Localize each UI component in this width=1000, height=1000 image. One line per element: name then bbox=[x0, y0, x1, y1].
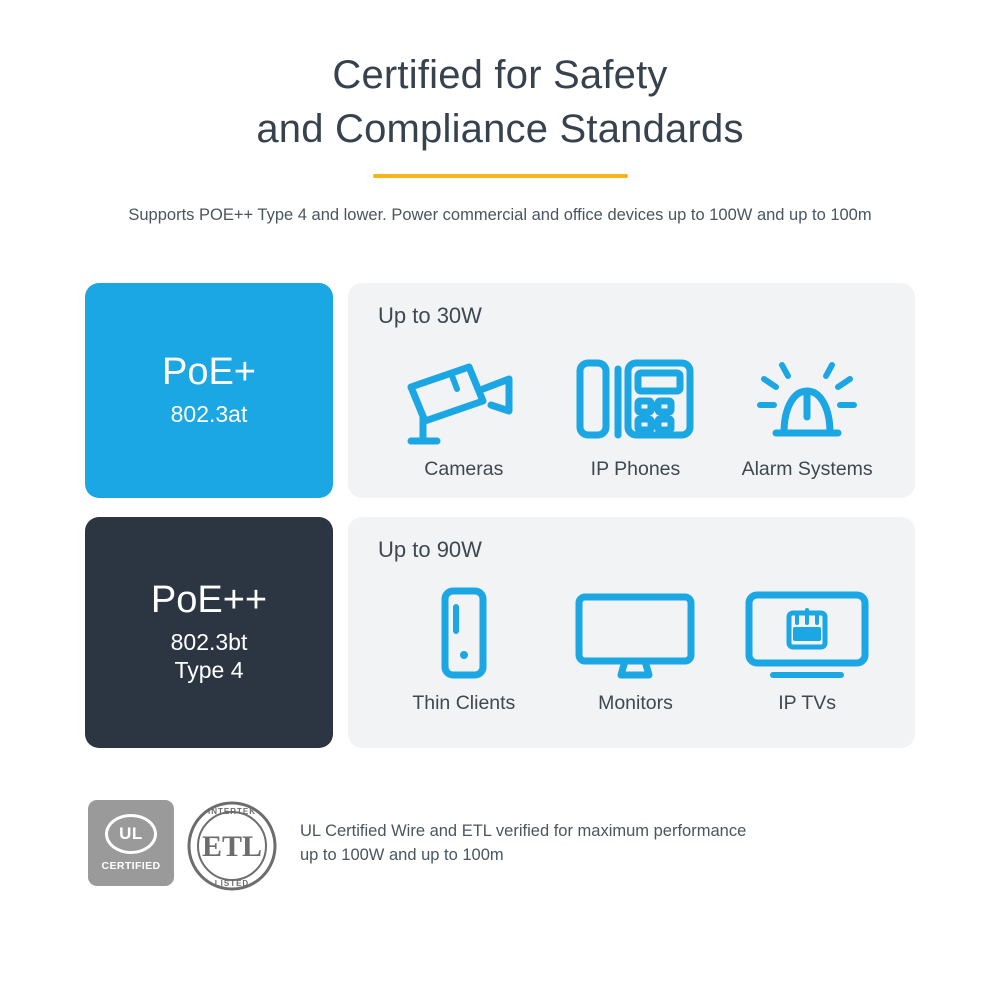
monitor-icon bbox=[565, 578, 705, 688]
etl-monogram: ETL bbox=[201, 830, 263, 863]
poe-plus-panel bbox=[348, 283, 915, 498]
device-label-monitors: Monitors bbox=[598, 692, 673, 714]
etl-listed-mark bbox=[186, 800, 278, 892]
poe-plusplus-badge-type: Type 4 bbox=[174, 657, 244, 684]
poe-plusplus-panel bbox=[348, 517, 915, 748]
device-item-ip-phones bbox=[551, 344, 721, 481]
poe-plusplus-row bbox=[85, 517, 915, 748]
certification-text-line2: up to 100W and up to 100m bbox=[300, 845, 504, 864]
device-label-ip-phones: IP Phones bbox=[590, 458, 681, 480]
title-underline-rule bbox=[373, 174, 628, 178]
poe-plus-row bbox=[85, 283, 915, 498]
poe-plusplus-badge-standard: 802.3bt bbox=[170, 628, 248, 655]
poe-plus-badge-standard: 802.3at bbox=[170, 401, 248, 428]
ip-tv-icon bbox=[737, 578, 877, 688]
poe-plusplus-power-label: Up to 90W bbox=[378, 537, 482, 562]
thin-client-icon bbox=[399, 578, 529, 688]
device-item-thin-clients bbox=[379, 578, 549, 715]
device-item-cameras bbox=[379, 344, 549, 481]
ul-caption: CERTIFIED bbox=[101, 860, 161, 872]
poe-plus-power-label: Up to 30W bbox=[378, 303, 482, 328]
poe-rows bbox=[85, 283, 915, 767]
header bbox=[0, 0, 1000, 225]
page-subtitle: Supports POE++ Type 4 and lower. Power commercial and office devices up to 100W and up to 100m bbox=[128, 206, 872, 224]
alarm-icon bbox=[742, 344, 872, 454]
device-label-cameras: Cameras bbox=[424, 458, 504, 480]
device-label-thin-clients: Thin Clients bbox=[412, 692, 516, 714]
ip-phone-icon bbox=[570, 344, 700, 454]
poe-plus-badge-title: PoE+ bbox=[161, 351, 257, 394]
device-item-ip-tvs bbox=[722, 578, 892, 715]
poe-plusplus-badge bbox=[85, 517, 333, 748]
poe-plus-device-list bbox=[378, 331, 893, 481]
etl-top-text: INTERTEK bbox=[208, 807, 256, 816]
poe-plus-badge bbox=[85, 283, 333, 498]
device-item-monitors bbox=[551, 578, 721, 715]
camera-icon bbox=[399, 344, 529, 454]
page-title-line1: Certified for Safety bbox=[332, 53, 668, 97]
ul-monogram: UL bbox=[105, 814, 157, 854]
ul-certified-mark bbox=[88, 800, 174, 886]
device-label-ip-tvs: IP TVs bbox=[778, 692, 837, 714]
etl-bottom-text: LISTED bbox=[214, 879, 250, 888]
device-label-alarm-systems: Alarm Systems bbox=[741, 458, 873, 480]
certification-text-line1: UL Certified Wire and ETL verified for maximum performance bbox=[300, 822, 747, 840]
certification-text bbox=[300, 820, 746, 868]
page-title-line2: and Compliance Standards bbox=[256, 107, 744, 151]
poe-plusplus-device-list bbox=[378, 565, 893, 715]
certification-footer bbox=[88, 800, 918, 892]
device-item-alarm-systems bbox=[722, 344, 892, 481]
poe-plusplus-badge-title: PoE++ bbox=[150, 578, 268, 621]
